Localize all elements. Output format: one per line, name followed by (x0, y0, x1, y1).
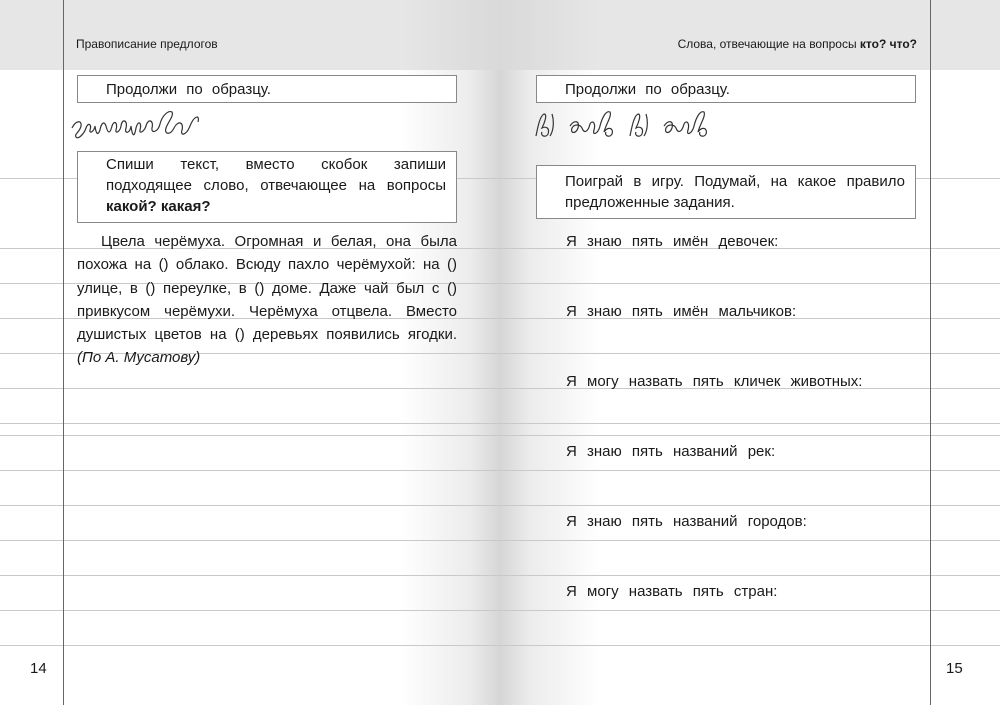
passage-text: Цвела черёмуха. Огромная и белая, она была похожа на () облако. Всюду пахло черёмухой: на () улице, в () переулке, в () доме. Даже чай был с () привкусом черёмухи. Черёмуха отцвела. Вместо душистых цветов на () деревьях появились ягодки. (77, 233, 457, 344)
ruled-line (0, 388, 500, 389)
question-pet-names: Я могу назвать пять кличек животных: (566, 373, 863, 390)
task-instruction: Поиграй в игру. Подумай, на какое правило предложенные задания. (565, 173, 905, 211)
question-countries: Я могу назвать пять стран: (566, 583, 778, 600)
left-header-band (0, 0, 500, 70)
ruled-line (500, 423, 1000, 424)
ruled-line (500, 505, 1000, 506)
right-header-band (500, 0, 1000, 70)
margin-line (930, 0, 931, 705)
cursive-sample (530, 106, 730, 142)
task-instruction: Продолжи по образцу. (106, 81, 271, 98)
header-topic: Слова, отвечающие на вопросы (677, 37, 857, 51)
ruled-line (500, 470, 1000, 471)
ruled-line (500, 353, 1000, 354)
passage (77, 230, 457, 370)
ruled-line (0, 470, 500, 471)
task-box-game (536, 165, 916, 219)
passage-source: (По А. Мусатову) (77, 349, 201, 367)
ruled-line (500, 283, 1000, 284)
task-box-continue (77, 75, 457, 103)
ruled-line (0, 505, 500, 506)
page-number-right: 15 (946, 660, 963, 677)
ruled-line (500, 575, 1000, 576)
task-question-words: какой? какая? (106, 198, 211, 215)
right-page (500, 0, 1000, 705)
ruled-line (0, 423, 500, 424)
ruled-line (0, 610, 500, 611)
header-question-words: кто? что? (859, 37, 917, 51)
right-page-header (678, 37, 917, 51)
cursive-sample (68, 106, 208, 142)
question-rivers: Я знаю пять названий рек: (566, 443, 776, 460)
question-cities: Я знаю пять названий городов: (566, 513, 807, 530)
task-instruction: Спиши текст, вместо скобок запиши подходящее слово, отвечающее на вопросы (106, 156, 446, 194)
ruled-line (500, 540, 1000, 541)
left-page-header: Правописание предлогов (76, 37, 218, 51)
ruled-line (500, 435, 1000, 436)
margin-line (63, 0, 64, 705)
question-boy-names: Я знаю пять имён мальчиков: (566, 303, 797, 320)
ruled-line (0, 645, 500, 646)
ruled-line (0, 435, 500, 436)
ruled-line (500, 610, 1000, 611)
task-box-copy-text (77, 151, 457, 223)
ruled-line (500, 645, 1000, 646)
task-instruction: Продолжи по образцу. (565, 81, 730, 98)
ruled-line (0, 575, 500, 576)
ruled-line (0, 540, 500, 541)
task-box-continue (536, 75, 916, 103)
page-number-left: 14 (30, 660, 47, 677)
question-girl-names: Я знаю пять имён девочек: (566, 233, 779, 250)
